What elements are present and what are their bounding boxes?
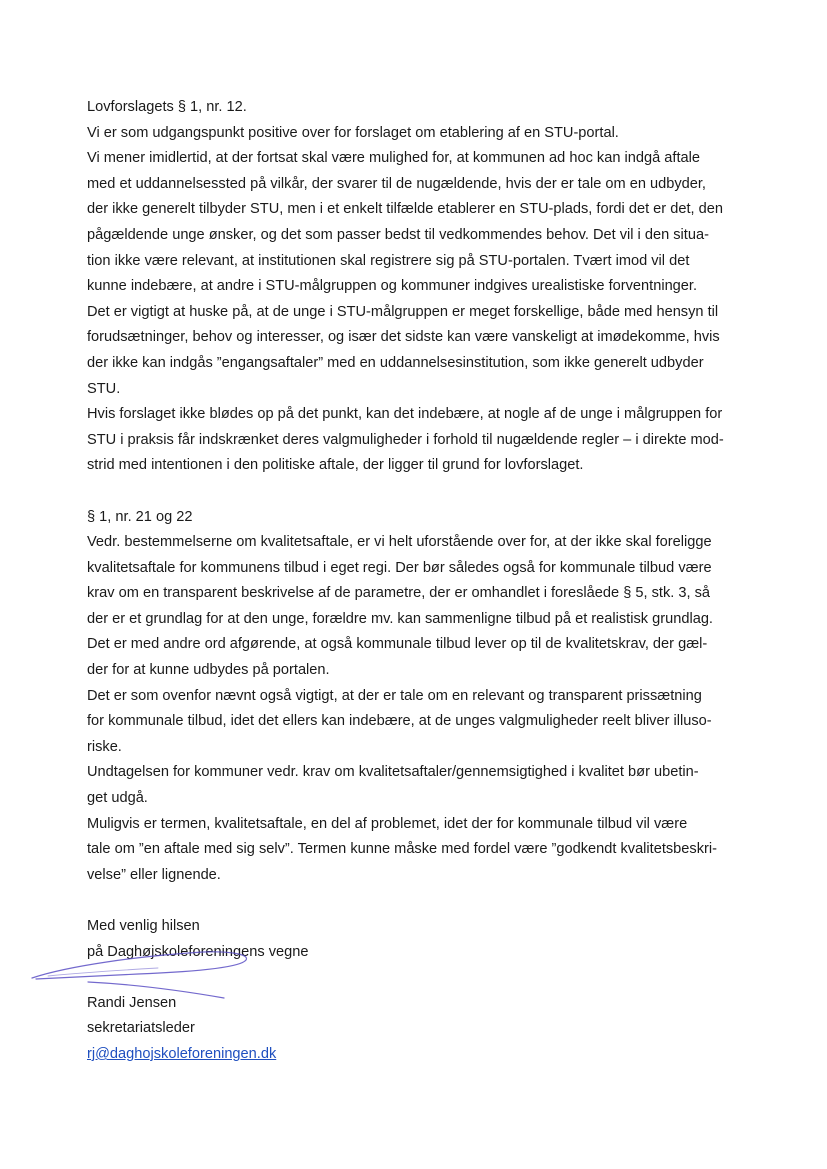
paragraph-line: STU.	[87, 380, 121, 397]
closing-on-behalf: på Daghøjskoleforeningens vegne	[87, 943, 309, 960]
paragraph-line: Vi er som udgangspunkt positive over for forslaget om etablering af en STU-portal.	[87, 124, 619, 141]
paragraph-line: kvalitetsaftale for kommunens tilbud i eget regi. Der bør således også for kommunale tilbud være	[87, 559, 712, 576]
paragraph-line: Hvis forslaget ikke blødes op på det punkt, kan det indebære, at nogle af de unge i målgruppen for	[87, 406, 723, 423]
paragraph-line: Det er som ovenfor nævnt også vigtigt, at der er tale om en relevant og transparent prissætning	[87, 687, 702, 704]
paragraph-line: der er et grundlag for at den unge, forældre mv. kan sammenligne tilbud på et realistisk grundlag.	[87, 610, 713, 627]
paragraph-line: pågældende unge ønsker, og det som passer bedst til vedkommendes behov. Det vil i den situa-	[87, 226, 709, 243]
paragraph-spacer	[87, 888, 767, 914]
paragraph-line: Det er med andre ord afgørende, at også kommunale tilbud lever op til de kvalitetskrav, der gæl-	[87, 636, 708, 653]
paragraph-line: tion ikke være relevant, at institutionen skal registrere sig på STU-portalen. Tvært imod vil det	[87, 252, 690, 269]
handwritten-signature	[28, 946, 258, 1004]
section-heading: Lovforslagets § 1, nr. 12.	[87, 99, 247, 115]
paragraph-spacer	[87, 479, 767, 505]
paragraph-line: der for at kunne udbydes på portalen.	[87, 662, 330, 679]
letter-body	[87, 95, 767, 1068]
signer-title: sekretariatsleder	[87, 1020, 195, 1037]
paragraph-line: STU i praksis får indskrænket deres valgmuligheder i forhold til nugældende regler – i direkte mod-	[87, 431, 724, 448]
paragraph-line: der ikke generelt tilbyder STU, men i et enkelt tilfælde etablerer en STU-plads, fordi det er det, den	[87, 201, 723, 218]
paragraph-line: Vedr. bestemmelserne om kvalitetsaftale, er vi helt uforstående over for, at der ikke skal foreligge	[87, 534, 712, 551]
paragraph-line: velse” eller lignende.	[87, 866, 221, 883]
section-quality-agreement	[87, 505, 767, 889]
paragraph-line: Det er vigtigt at huske på, at de unge i STU-målgruppen er meget forskellige, både med hensyn til	[87, 303, 719, 320]
paragraph-line: Vi mener imidlertid, at der fortsat skal være mulighed for, at kommunen ad hoc kan indgå aftale	[87, 150, 700, 167]
paragraph-line: tale om ”en aftale med sig selv”. Termen kunne måske med fordel være ”godkendt kvalitetsbeskri-	[87, 841, 717, 858]
paragraph-line: krav om en transparent beskrivelse af de parametre, der er omhandlet i foreslåede § 5, stk. 3, så	[87, 585, 710, 602]
paragraph-line: Undtagelsen for kommuner vedr. krav om kvalitetsaftaler/gennemsigtighed i kvalitet bør ubetin-	[87, 764, 699, 781]
paragraph-line: riske.	[87, 738, 122, 755]
paragraph-line: Muligvis er termen, kvalitetsaftale, en del af problemet, idet der for kommunale tilbud vil være	[87, 815, 688, 832]
section-stu-portal	[87, 95, 767, 479]
paragraph-line: forudsætninger, behov og interesser, og især det sidste kan være vanskeligt at imødekomme, hvis	[87, 329, 720, 346]
paragraph-line: med et uddannelsessted på vilkår, der svarer til de nugældende, hvis der er tale om en udbyder,	[87, 175, 706, 192]
paragraph-line: strid med intentionen i den politiske aftale, der ligger til grund for lovforslaget.	[87, 457, 584, 474]
paragraph-line: kunne indebære, at andre i STU-målgruppen og kommuner indgives urealistiske forventninger.	[87, 278, 698, 295]
paragraph-line: der ikke kan indgås ”engangsaftaler” med en uddannelsesinstitution, som ikke generelt udbyder	[87, 354, 704, 371]
signer-name: Randi Jensen	[87, 994, 177, 1011]
section-heading: § 1, nr. 21 og 22	[87, 508, 193, 525]
email-link[interactable]: rj@daghojskoleforeningen.dk	[87, 1045, 277, 1062]
closing-greeting: Med venlig hilsen	[87, 918, 200, 934]
paragraph-line: for kommunale tilbud, idet det ellers kan indebære, at de unges valgmuligheder reelt bliver illuso-	[87, 713, 712, 730]
paragraph-line: get udgå.	[87, 790, 148, 807]
